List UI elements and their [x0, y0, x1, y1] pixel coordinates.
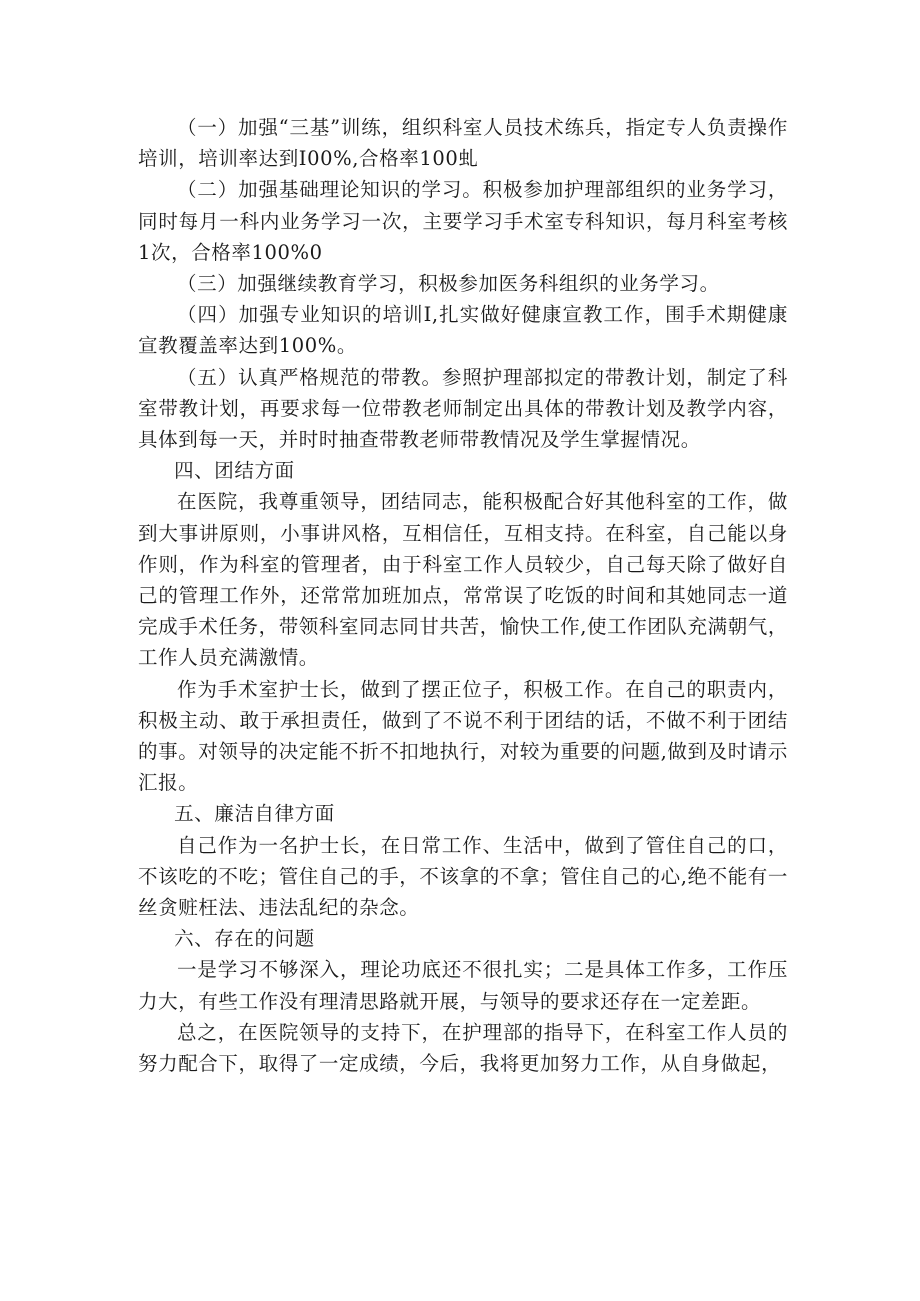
paragraph-teaching: （五）认真严格规范的带教。参照护理部拟定的带教计划，制定了科室带教计划，再要求每一位带教老师制定出具体的带教计划及教学内容，具体到每一天，并时时抽查带教老师带教情况及学生掌握情况。 [138, 365, 788, 452]
paragraph-problems: 一是学习不够深入，理论功底还不很扎实；二是具体工作多，工作压力大，有些工作没有理清思路就开展，与领导的要求还存在一定差距。 [138, 958, 788, 1013]
document-page [138, 112, 788, 1079]
paragraph-continuing-education: （三）加强继续教育学习，积极参加医务科组织的业务学习。 [177, 272, 720, 296]
section-heading-integrity: 五、廉洁自律方面 [174, 802, 335, 826]
paragraph-training-basic: （一）加强“三基”训练，组织科室人员技术练兵，指定专人负责操作培训，培训率达到I00%,合格率100虬 [138, 116, 788, 171]
section-heading-problems: 六、存在的问题 [174, 927, 315, 951]
paragraph-professional-training: （四）加强专业知识的培训I,扎实做好健康宣教工作，围手术期健康宣教覆盖率达到100%。 [138, 303, 788, 358]
paragraph-theory-study: （二）加强基础理论知识的学习。积极参加护理部组织的业务学习，同时每月一科内业务学习一次，主要学习手术室专科知识，每月科室考核1次，合格率100%0 [138, 178, 788, 264]
section-heading-unity: 四、团结方面 [174, 459, 295, 483]
paragraph-unity-head-nurse: 作为手术室护士长，做到了摆正位子，积极工作。在自己的职责内，积极主动、敢于承担责任，做到了不说不利于团结的话，不做不利于团结的事。对领导的决定能不折不扣地执行，对较为重要的问题,做到及时请示汇报。 [138, 677, 788, 795]
paragraph-unity-hospital: 在医院，我尊重领导，团结同志，能积极配合好其他科室的工作，做到大事讲原则，小事讲风格，互相信任，互相支持。在科室，自己能以身作则，作为科室的管理者，由于科室工作人员较少，自己每天除了做好自己的管理工作外，还常常加班加点，常常误了吃饭的时间和其她同志一道完成手术任务，带领科室同志同甘共苦，愉快工作,使工作团队充满朝气，工作人员充满激情。 [138, 490, 788, 670]
paragraph-integrity: 自己作为一名护士长，在日常工作、生活中，做到了管住自己的口，不该吃的不吃；管住自己的手，不该拿的不拿；管住自己的心,绝不能有一丝贪赃枉法、违法乱纪的杂念。 [138, 833, 788, 920]
paragraph-conclusion: 总之，在医院领导的支持下，在护理部的指导下，在科室工作人员的努力配合下，取得了一定成绩，今后，我将更加努力工作，从自身做起， [138, 1020, 788, 1076]
